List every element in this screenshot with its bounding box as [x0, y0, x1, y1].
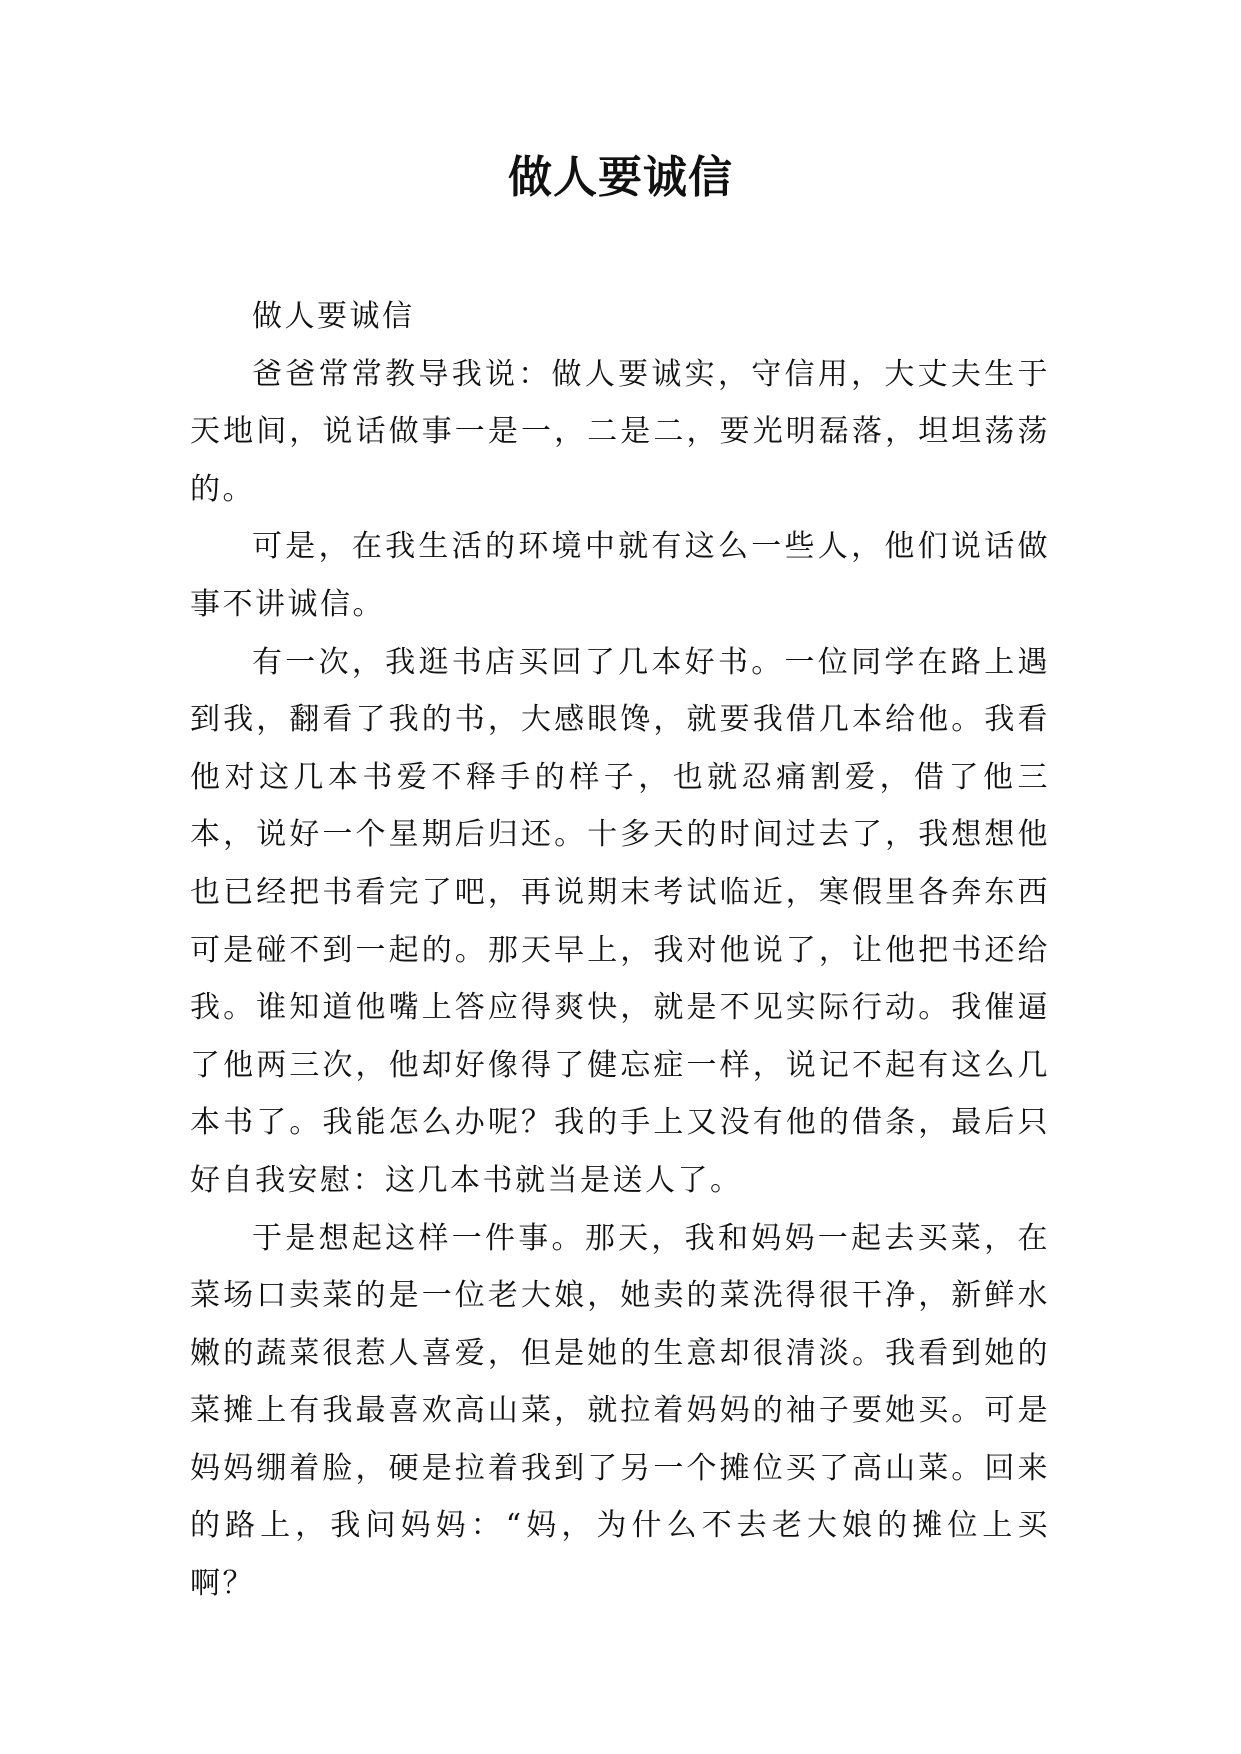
paragraph: 可是，在我生活的环境中就有这么一些人，他们说话做事不讲诚信。 — [190, 529, 1050, 622]
document-body — [190, 288, 1050, 1613]
paragraph: 爸爸常常教导我说：做人要诚实，守信用，大丈夫生于天地间，说话做事一是一，二是二，要光明磊落，坦坦荡荡的。 — [190, 356, 1050, 507]
paragraph: 于是想起这样一件事。那天，我和妈妈一起去买菜，在菜场口卖菜的是一位老大娘，她卖的菜洗得很干净，新鲜水嫩的蔬菜很惹人喜爱，但是她的生意却很清淡。我看到她的菜摊上有我最喜欢高山菜，就拉着妈妈的袖子要她买。可是妈妈绷着脸，硬是拉着我到了另一个摊位买了高山菜。回来的路上，我问妈妈：“妈，为什么不去老大娘的摊位上买啊？ — [190, 1220, 1050, 1602]
paragraph-subtitle: 做人要诚信 — [252, 299, 415, 334]
paragraph: 有一次，我逛书店买回了几本好书。一位同学在路上遇到我，翻看了我的书，大感眼馋，就要我借几本给他。我看他对这几本书爱不释手的样子，也就忍痛割爱，借了他三本，说好一个星期后归还。十多天的时间过去了，我想想他也已经把书看完了吧，再说期末考试临近，寒假里各奔东西可是碰不到一起的。那天早上，我对他说了，让他把书还给我。谁知道他嘴上答应得爽快，就是不见实际行动。我催逼了他两三次，他却好像得了健忘症一样，说记不起有这么几本书了。我能怎么办呢？我的手上又没有他的借条，最后只好自我安慰：这几本书就当是送人了。 — [190, 644, 1050, 1198]
document-title: 做人要诚信 — [508, 152, 733, 203]
